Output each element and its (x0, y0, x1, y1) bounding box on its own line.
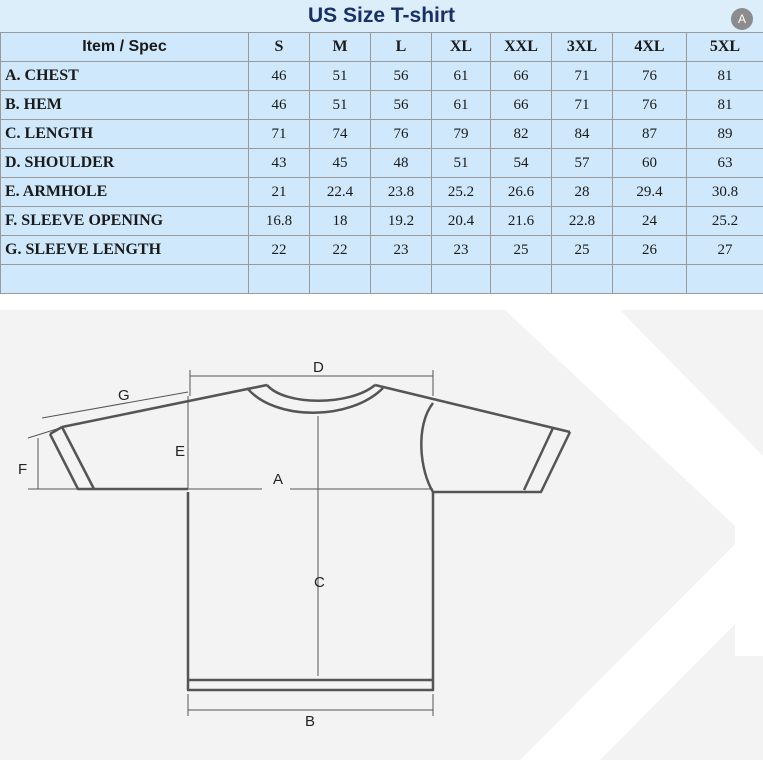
row-label: D. SHOULDER (1, 149, 249, 178)
table-cell: 81 (687, 91, 763, 120)
translate-icon[interactable]: A (731, 8, 753, 30)
shirt-left-shoulder (62, 385, 267, 427)
table-cell: 21 (249, 178, 310, 207)
diagram-label-f: F (18, 461, 28, 478)
header-size: 3XL (552, 33, 613, 62)
header-size: XXL (491, 33, 552, 62)
table-cell: 23 (432, 236, 491, 265)
title-bar (0, 0, 763, 32)
row-label: C. LENGTH (1, 120, 249, 149)
table-cell: 18 (310, 207, 371, 236)
shirt-right-sleeve (433, 432, 570, 492)
table-cell: 30.8 (687, 178, 763, 207)
table-cell-empty (249, 265, 310, 294)
table-cell: 25 (491, 236, 552, 265)
header-size: S (249, 33, 310, 62)
table-cell: 24 (613, 207, 687, 236)
shirt-body (188, 492, 433, 690)
table-cell: 51 (310, 91, 371, 120)
table-cell: 76 (371, 120, 432, 149)
table-row (1, 120, 763, 149)
table-cell: 45 (310, 149, 371, 178)
table-cell: 71 (552, 91, 613, 120)
shirt-left-sleeve (62, 427, 188, 489)
table-cell: 66 (491, 62, 552, 91)
table-cell: 89 (687, 120, 763, 149)
table-cell: 22.4 (310, 178, 371, 207)
table-row (1, 91, 763, 120)
table-cell: 27 (687, 236, 763, 265)
diagram-label-c: C (314, 574, 325, 591)
table-cell: 66 (491, 91, 552, 120)
table-cell: 54 (491, 149, 552, 178)
table-cell: 26 (613, 236, 687, 265)
row-label: F. SLEEVE OPENING (1, 207, 249, 236)
shirt-right-cuff (524, 428, 553, 490)
table-cell: 29.4 (613, 178, 687, 207)
table-cell: 28 (552, 178, 613, 207)
table-cell: 25.2 (687, 207, 763, 236)
table-cell: 46 (249, 62, 310, 91)
table-cell-empty (310, 265, 371, 294)
table-cell: 57 (552, 149, 613, 178)
header-item-spec: Item / Spec (1, 33, 249, 62)
row-label: B. HEM (1, 91, 249, 120)
shirt-collar-inner (267, 385, 375, 401)
diagram-label-a: A (273, 471, 284, 488)
table-cell: 81 (687, 62, 763, 91)
tshirt-diagram-svg (0, 296, 763, 760)
table-cell: 22 (249, 236, 310, 265)
table-cell-empty (687, 265, 763, 294)
table-row (1, 178, 763, 207)
table-cell: 61 (432, 91, 491, 120)
table-cell-empty (432, 265, 491, 294)
tshirt-diagram (0, 296, 763, 760)
table-cell: 51 (432, 149, 491, 178)
diagram-label-g: G (118, 387, 130, 404)
table-row-empty (1, 265, 763, 294)
table-cell: 46 (249, 91, 310, 120)
table-row (1, 207, 763, 236)
table-cell: 23.8 (371, 178, 432, 207)
table-cell: 74 (310, 120, 371, 149)
header-size: XL (432, 33, 491, 62)
table-cell: 56 (371, 91, 432, 120)
table-row (1, 236, 763, 265)
table-cell: 20.4 (432, 207, 491, 236)
table-cell: 51 (310, 62, 371, 91)
table-cell: 26.6 (491, 178, 552, 207)
table-cell: 43 (249, 149, 310, 178)
table-cell-empty (613, 265, 687, 294)
shirt-right-shoulder (375, 385, 570, 432)
table-cell: 84 (552, 120, 613, 149)
table-header-row (1, 33, 763, 62)
table-cell-empty (552, 265, 613, 294)
diagram-label-e: E (175, 443, 186, 460)
header-size: 4XL (613, 33, 687, 62)
diagram-label-b: B (305, 713, 316, 730)
table-cell: 79 (432, 120, 491, 149)
size-table (0, 32, 763, 294)
table-cell: 21.6 (491, 207, 552, 236)
table-cell: 23 (371, 236, 432, 265)
background-band (0, 296, 763, 310)
row-label: A. CHEST (1, 62, 249, 91)
table-cell: 71 (249, 120, 310, 149)
table-cell: 22.8 (552, 207, 613, 236)
shirt-armhole (421, 403, 433, 492)
header-size: 5XL (687, 33, 763, 62)
shirt-left-cuff (50, 434, 94, 489)
table-cell: 60 (613, 149, 687, 178)
table-cell-empty (491, 265, 552, 294)
table-row (1, 62, 763, 91)
table-cell: 48 (371, 149, 432, 178)
measure-tick (28, 428, 60, 438)
row-label: E. ARMHOLE (1, 178, 249, 207)
table-cell-empty (371, 265, 432, 294)
table-cell: 87 (613, 120, 687, 149)
diagram-label-d: D (313, 359, 324, 376)
table-cell: 56 (371, 62, 432, 91)
table-cell: 76 (613, 91, 687, 120)
table-cell-empty (1, 265, 249, 294)
table-cell: 71 (552, 62, 613, 91)
background-chevron (520, 516, 763, 760)
table-cell: 61 (432, 62, 491, 91)
table-cell: 19.2 (371, 207, 432, 236)
table-cell: 63 (687, 149, 763, 178)
page-title: US Size T-shirt (307, 4, 456, 27)
table-cell: 22 (310, 236, 371, 265)
table-cell: 76 (613, 62, 687, 91)
table-row (1, 149, 763, 178)
table-cell: 82 (491, 120, 552, 149)
table-cell: 16.8 (249, 207, 310, 236)
table-cell: 25.2 (432, 178, 491, 207)
header-size: L (371, 33, 432, 62)
table-cell: 25 (552, 236, 613, 265)
header-size: M (310, 33, 371, 62)
row-label: G. SLEEVE LENGTH (1, 236, 249, 265)
